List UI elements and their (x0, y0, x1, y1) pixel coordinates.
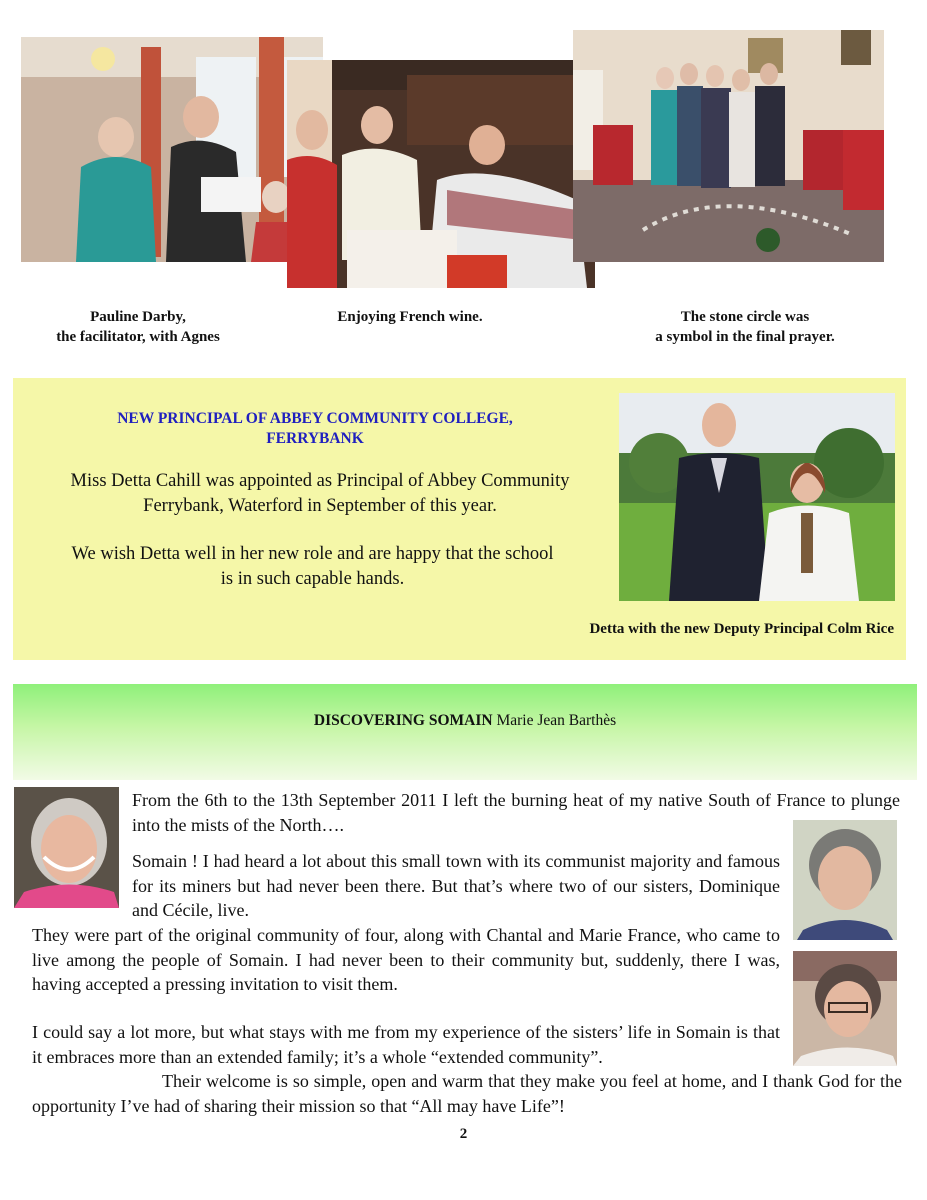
somain-paragraph-1 (132, 788, 900, 837)
paragraph-line: Ferrybank, Waterford in September of this year. (143, 496, 497, 516)
caption-line: Enjoying French wine. (337, 309, 483, 325)
principal-section-title (20, 409, 610, 449)
somain-heading-band (13, 684, 917, 780)
caption-pauline-darby (20, 307, 256, 347)
paragraph-line: Miss Detta Cahill was appointed as Principal of Abbey Community (70, 471, 570, 491)
caption-line: Detta with the new Deputy Principal Colm Rice (589, 621, 894, 637)
photo-marie-jean (14, 787, 119, 908)
photo-detta-colm (619, 393, 895, 601)
photo-french-wine (287, 60, 595, 288)
title-line: FERRYBANK (266, 430, 364, 447)
caption-line: Pauline Darby, (90, 309, 186, 325)
paragraph-line: We wish Detta well in her new role and are happy that the school (71, 544, 554, 564)
paragraph-line: is in such capable hands. (220, 569, 405, 589)
caption-detta-colm (520, 619, 894, 639)
somain-paragraph-2 (132, 849, 780, 923)
caption-line: a symbol in the final prayer. (655, 329, 835, 345)
somain-heading (13, 711, 917, 731)
page-number: 2 (459, 1126, 468, 1142)
principal-paragraph-1 (25, 469, 615, 519)
photo-stone-circle (573, 30, 884, 262)
paragraph-text: They were part of the original community of four, along with Chantal and Marie France, who came to live among the people of Somain. I had never been to their community but, suddenly, there I was, having accepted a pressing invitation to visit them. (32, 925, 780, 994)
somain-heading-title: DISCOVERING SOMAIN (313, 712, 493, 729)
somain-paragraph-4 (32, 1020, 780, 1069)
photo-sister-cecile (793, 951, 897, 1066)
caption-french-wine (300, 307, 520, 327)
principal-paragraph-2 (25, 542, 600, 592)
caption-line: The stone circle was (680, 309, 810, 325)
somain-paragraph-3 (32, 923, 780, 997)
paragraph-text: Their welcome is so simple, open and warm that they make you feel at home, and I thank God for the opportunity I’ve had of sharing their mission so that “All may have Life”! (32, 1071, 902, 1116)
paragraph-text: Somain ! I had heard a lot about this small town with its communist majority and famous for its miners but had never been there. But that’s where two of our sisters, Dominique and Cécile, live. (132, 851, 780, 920)
somain-paragraph-5 (32, 1069, 902, 1118)
paragraph-text: From the 6th to the 13th September 2011 I left the burning heat of my native South of France to plunge into the mists of the North…. (132, 790, 900, 835)
photo-pauline-agnes (21, 37, 323, 262)
caption-line: the facilitator, with Agnes (56, 329, 220, 345)
title-line: NEW PRINCIPAL OF ABBEY COMMUNITY COLLEGE, (117, 410, 513, 427)
photo-sister-dominique (793, 820, 897, 940)
caption-stone-circle (620, 307, 870, 347)
paragraph-text: I could say a lot more, but what stays with me from my experience of the sisters’ life in Somain is that it embraces more than an extended family; it’s a whole “extended community”. (32, 1022, 780, 1067)
somain-heading-author: Marie Jean Barthès (496, 712, 617, 729)
